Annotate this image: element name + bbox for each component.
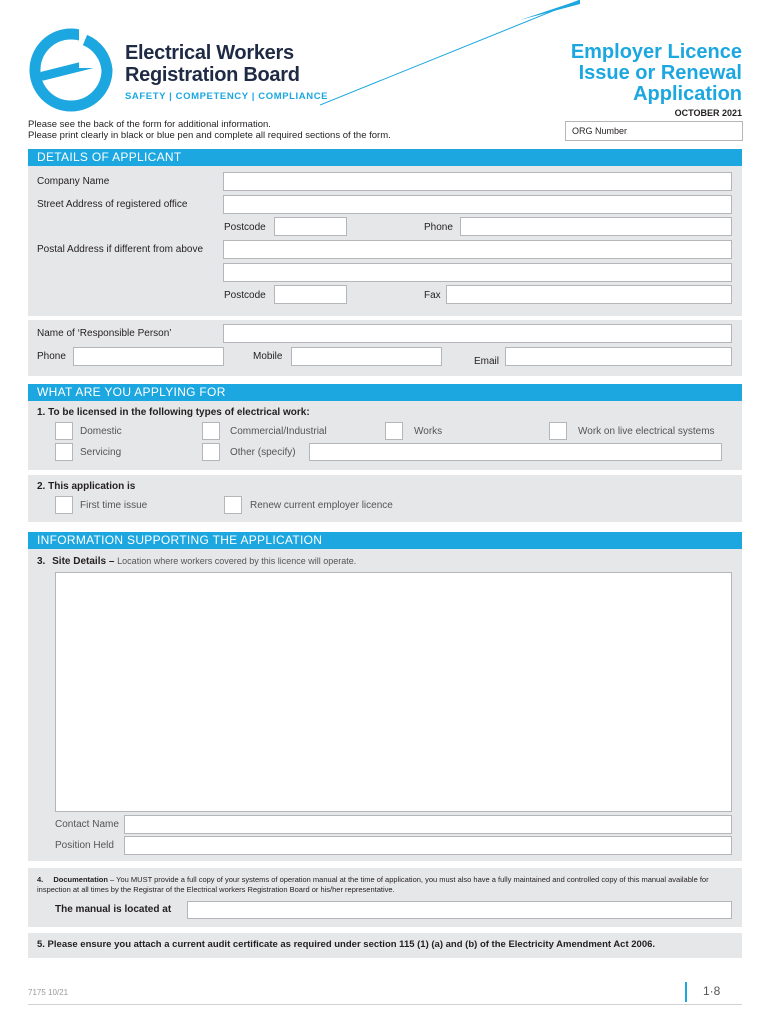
org-name	[125, 42, 300, 86]
email-field[interactable]	[505, 347, 732, 366]
checkbox-works[interactable]	[385, 422, 403, 440]
label-commercial: Commercial/Industrial	[230, 426, 327, 437]
section-heading-applicant: DETAILS OF APPLICANT	[28, 149, 742, 166]
instruction-2: Please print clearly in black or blue pen and complete all required sections of the form.	[28, 130, 391, 141]
mobile-field[interactable]	[291, 347, 442, 366]
checkbox-commercial[interactable]	[202, 422, 220, 440]
postcode2-field[interactable]	[274, 285, 347, 304]
org-name-line2: Registration Board	[125, 64, 300, 86]
q4-text: – You MUST provide a full copy of your systems of operation manual at the time of application, you must also have a fully maintained and controlled copy of this manual available for inspection at all times by the Registrar of the Electrical workers Registration Board or his/her representative.	[37, 875, 709, 894]
form-title-line2: Issue or Renewal	[578, 62, 742, 84]
question-3	[37, 555, 356, 568]
responsible-person-field[interactable]	[223, 324, 732, 343]
postcode2-label: Postcode	[224, 290, 266, 301]
phone2-field[interactable]	[73, 347, 224, 366]
form-date: OCTOBER 2021	[674, 108, 742, 118]
label-other: Other (specify)	[230, 447, 296, 458]
postal-address-field-1[interactable]	[223, 240, 732, 259]
tagline: SAFETY | COMPETENCY | COMPLIANCE	[125, 91, 329, 102]
company-name-label: Company Name	[37, 176, 110, 187]
contact-name-field[interactable]	[124, 815, 732, 834]
manual-location-field[interactable]	[187, 901, 732, 919]
label-renew: Renew current employer licence	[250, 500, 393, 511]
fax-field[interactable]	[446, 285, 732, 304]
question-2: 2. This application is	[37, 481, 136, 492]
ewrb-logo-icon	[29, 28, 113, 112]
label-first-issue: First time issue	[80, 500, 148, 511]
responsible-person-label: Name of ‘Responsible Person’	[37, 328, 172, 339]
company-name-field[interactable]	[223, 172, 732, 191]
page-marker	[685, 982, 687, 1002]
site-details-textarea[interactable]	[55, 572, 732, 812]
checkbox-other[interactable]	[202, 443, 220, 461]
postcode-label: Postcode	[224, 222, 266, 233]
question-4	[37, 875, 727, 895]
phone-label: Phone	[424, 222, 453, 233]
question-5: 5. Please ensure you attach a current audit certificate as required under section 115 (1) (a) and (b) of the Electricity Amendment Act 2006.	[37, 939, 656, 950]
org-name-line1: Electrical Workers	[125, 42, 294, 64]
checkbox-domestic[interactable]	[55, 422, 73, 440]
instruction-1: Please see the back of the form for additional information.	[28, 119, 271, 130]
manual-location-label: The manual is located at	[55, 904, 172, 915]
org-number-field[interactable]	[565, 121, 743, 141]
checkbox-servicing[interactable]	[55, 443, 73, 461]
label-domestic: Domestic	[80, 426, 122, 437]
q3-number: 3.	[37, 556, 46, 567]
postal-address-label: Postal Address if different from above	[37, 244, 204, 255]
q4-number: 4.	[37, 875, 44, 884]
fax-label: Fax	[424, 290, 441, 301]
page-number: 1·8	[703, 984, 721, 998]
footer-rule	[28, 1004, 742, 1005]
question-1: 1. To be licensed in the following types of electrical work:	[37, 407, 310, 418]
section-heading-supporting: INFORMATION SUPPORTING THE APPLICATION	[28, 532, 742, 549]
checkbox-first-issue[interactable]	[55, 496, 73, 514]
form-title	[482, 42, 742, 105]
position-held-label: Position Held	[55, 840, 114, 851]
checkbox-renew[interactable]	[224, 496, 242, 514]
phone2-label: Phone	[37, 351, 66, 362]
form-title-line3: Application	[633, 83, 742, 105]
phone-field[interactable]	[460, 217, 732, 236]
label-servicing: Servicing	[80, 447, 122, 458]
checkbox-live-work[interactable]	[549, 422, 567, 440]
postcode-field[interactable]	[274, 217, 347, 236]
section-heading-applying: WHAT ARE YOU APPLYING FOR	[28, 384, 742, 401]
form-title-line1: Employer Licence	[570, 41, 742, 63]
org-number-label: ORG Number	[572, 126, 628, 136]
position-held-field[interactable]	[124, 836, 732, 855]
contact-name-label: Contact Name	[55, 819, 119, 830]
label-works: Works	[414, 426, 443, 437]
postal-address-field-2[interactable]	[223, 263, 732, 282]
q3-bold: Site Details –	[52, 556, 115, 567]
email-label: Email	[474, 356, 500, 367]
mobile-label: Mobile	[253, 351, 283, 362]
street-address-field[interactable]	[223, 195, 732, 214]
label-live-work: Work on live electrical systems	[578, 426, 715, 437]
street-address-label: Street Address of registered office	[37, 199, 188, 210]
other-specify-field[interactable]	[309, 443, 722, 461]
q4-bold: Documentation	[53, 875, 108, 884]
q3-text: Location where workers covered by this licence will operate.	[117, 556, 357, 566]
form-code: 7175 10/21	[28, 988, 69, 997]
